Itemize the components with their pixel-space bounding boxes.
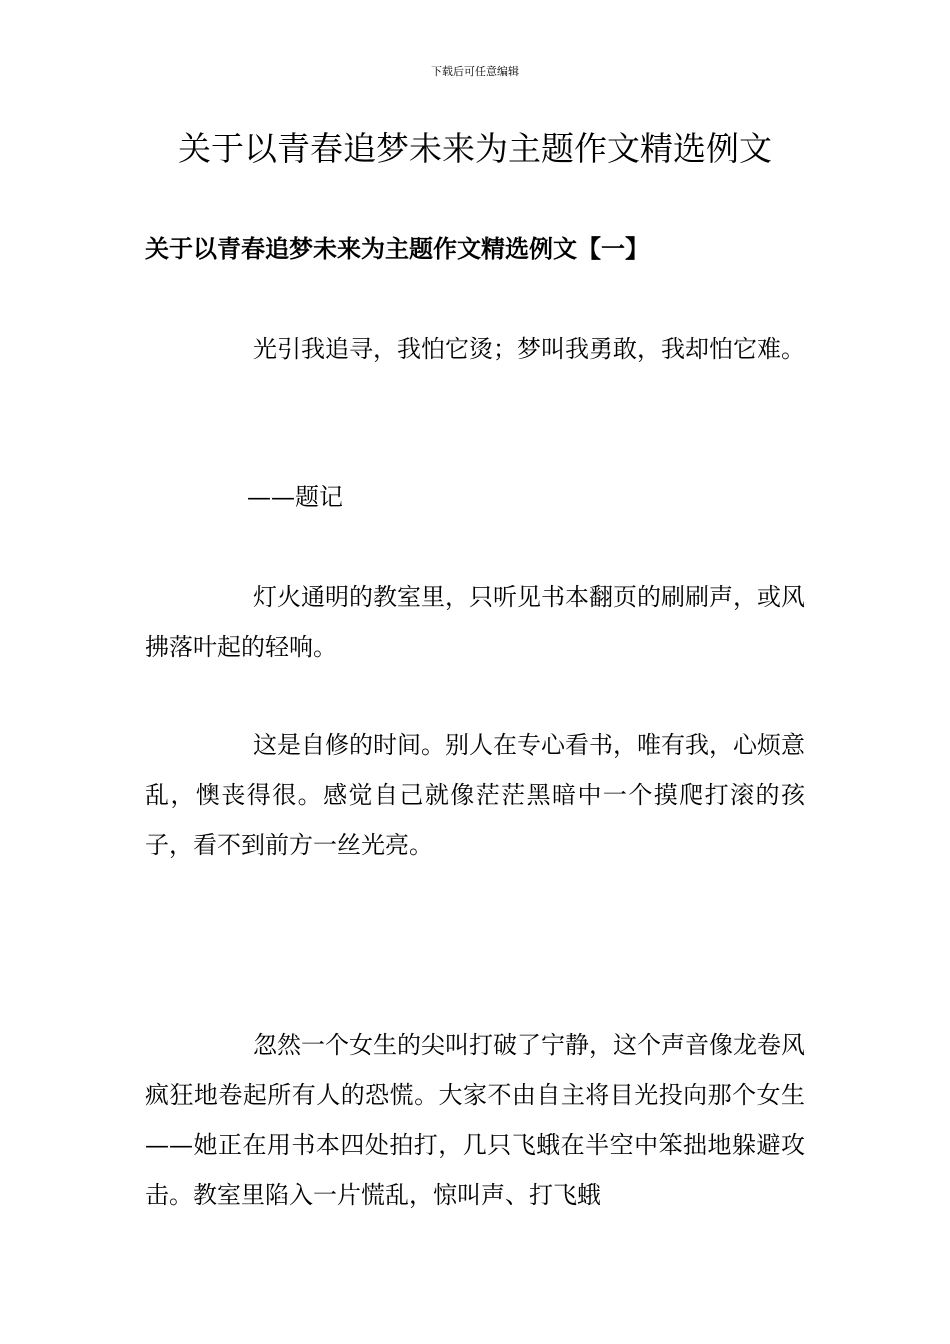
paragraph-self-study: 这是自修的时间。别人在专心看书，唯有我，心烦意乱，懊丧得很。感觉自己就像茫茫黑暗中一个摸爬打滚的孩子，看不到前方一丝光亮。 [145,731,805,859]
paragraph-classroom: 灯火通明的教室里，只听见书本翻页的刷刷声，或风拂落叶起的轻响。 [145,583,805,661]
paragraph-epigraph-attribution: ——题记 [247,483,343,511]
paragraph-scream: 忽然一个女生的尖叫打破了宁静，这个声音像龙卷风疯狂地卷起所有人的恐慌。大家不由自主将目光投向那个女生——她正在用书本四处拍打，几只飞蛾在半空中笨拙地躲避攻击。教室里陷入一片慌乱，惊叫声、打飞蛾 [145,1031,805,1209]
section-heading: 关于以青春追梦未来为主题作文精选例文【一】 [145,234,649,263]
document-title: 关于以青春追梦未来为主题作文精选例文 [178,129,772,168]
header-note: 下载后可任意编辑 [431,65,519,78]
paragraph-epigraph: 光引我追寻，我怕它烫；梦叫我勇敢，我却怕它难。 [253,335,805,363]
